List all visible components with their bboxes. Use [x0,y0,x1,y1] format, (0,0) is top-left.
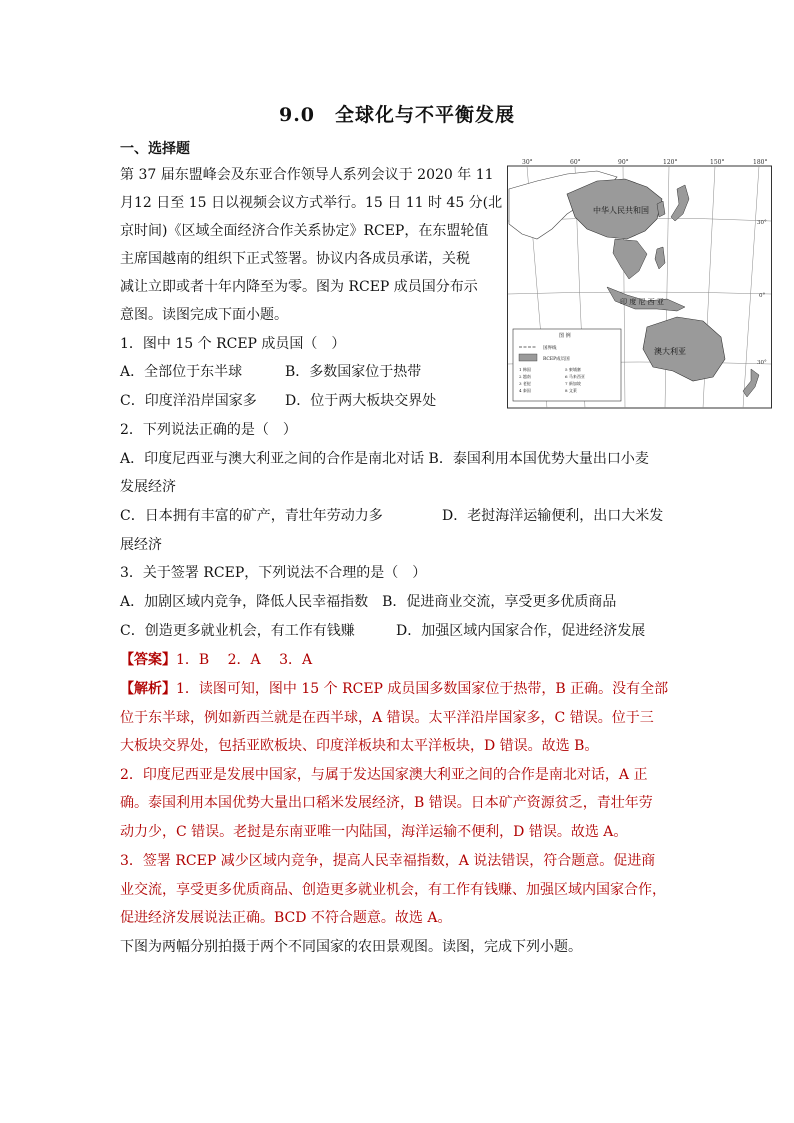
lat-label: 30° [757,360,767,366]
option-c: C．创造更多就业机会，有工作有钱赚 [120,623,355,639]
analysis-line: 2．印度尼西亚是发展中国家，与属于发达国家澳大利亚之间的合作是南北对话，A 正 [120,767,648,783]
option-d: D．位于两大板块交界处 [285,393,437,409]
question-2-options-cd [120,506,663,526]
legend-title: 图 例 [559,333,571,339]
intro-line: 第 37 届东盟峰会及东亚合作领导人系列会议于 2020 年 11 [120,167,494,183]
intro-line: 意图。读图完成下面小题。 [120,307,288,323]
question-2-options-cd-cont: 展经济 [120,537,162,553]
legend-member-text: RCEP成员国 [543,357,570,362]
intro-line: 月12 日至 15 日以视频会议方式举行。15 日 11 时 45 分(北 [120,195,503,211]
answer-line [120,650,312,670]
indonesia-label: 印 度 尼 西 亚 [620,298,664,306]
question-1-stem: 1．图中 15 个 RCEP 成员国（ ） [120,336,346,352]
question-1-options-cd [120,391,436,411]
analysis-line: 促进经济发展说法正确。BCD 不符合题意。故选 A。 [120,910,452,926]
answer-text: 1．B 2．A 3．A [176,652,313,668]
legend-member-swatch [519,354,537,361]
rcep-map [507,159,772,409]
legend-border-text: 国界线 [543,346,557,351]
analysis-line: 3．签署 RCEP 减少区域内竞争，提高人民幸福指数，A 说法错误，符合题意。促进商 [120,853,656,869]
option-c: C．印度洋沿岸国家多 [120,393,257,409]
analysis-line: 动力少，C 错误。老挝是东南亚唯一内陆国，海洋运输不便利，D 错误。故选 A。 [120,824,628,840]
analysis-line: 业交流，享受更多优质商品、创造更多就业机会，有工作有钱赚、加强区域内国家合作， [120,882,666,898]
lon-label: 120° [663,159,678,166]
question-1-options-ab [120,362,421,382]
legend-item: 2 越南 [519,374,531,379]
lon-label: 180° [753,159,768,166]
intro-line: 减让立即或者十年内降至为零。图为 RCEP 成员国分布示 [120,279,478,295]
legend-item: 1 韩国 [519,367,531,372]
question-3-options-cd [120,621,645,641]
legend-item: 5 柬埔寨 [565,367,581,372]
page-title: 9.0 全球化与不平衡发展 [278,104,516,126]
analysis-line: 大板块交界处，包括亚欧板块、印度洋板块和太平洋板块，D 错误。故选 B。 [120,738,599,754]
analysis-line: 位于东半球，例如新西兰就是在西半球，A 错误。太平洋沿岸国家多，C 错误。位于三 [120,710,654,726]
question-2-options-ab-cont: 发展经济 [120,479,176,495]
lon-label: 90° [618,159,629,166]
australia-label: 澳大利亚 [654,347,686,356]
intro-line: 主席国越南的组织下正式签署。协议内各成员承诺，关税 [120,251,470,267]
legend-item: 8 文莱 [565,388,577,393]
analysis-line: 【解析】1．读图可知，图中 15 个 RCEP 成员国多数国家位于热带，B 正确。没有全部 [120,681,669,697]
option-d: D．老挝海洋运输便利，出口大米发 [442,508,664,524]
legend-item: 6 马来西亚 [565,374,585,379]
legend-item: 4 泰国 [519,388,531,393]
lon-label: 30° [522,159,533,166]
next-question-intro: 下图为两幅分别拍摄于两个不同国家的农田景观图。读图，完成下列小题。 [120,939,582,955]
option-c: C．日本拥有丰富的矿产，青壮年劳动力多 [120,508,383,524]
lat-label: 0° [759,293,766,299]
section-heading: 一、选择题 [120,141,190,157]
question-3-stem: 3．关于签署 RCEP，下列说法不合理的是（ ） [120,565,427,581]
lat-label: 30° [757,220,767,226]
question-3-options-ab: A．加剧区域内竞争，降低人民幸福指数 B．促进商业交流，享受更多优质商品 [120,594,617,610]
answer-tag: 【答案】 [120,652,176,668]
lon-label: 150° [710,159,725,166]
lon-label: 60° [570,159,581,166]
analysis-line: 确。泰国利用本国优势大量出口稻米发展经济，B 错误。日本矿产资源贫乏，青壮年劳 [120,795,653,811]
question-2-stem: 2．下列说法正确的是（ ） [120,422,297,438]
legend-item: 3 老挝 [519,381,531,386]
china-label: 中华人民共和国 [593,206,649,215]
option-d: D．加强区域内国家合作，促进经济发展 [396,623,646,639]
option-b: B．多数国家位于热带 [285,364,422,380]
intro-line: 京时间)《区域全面经济合作关系协定》RCEP，在东盟轮值 [120,223,489,239]
option-a: A．全部位于东半球 [120,364,243,380]
legend-item: 7 新加坡 [565,381,581,386]
analysis-tag: 【解析】 [120,681,176,697]
question-2-options-ab: A．印度尼西亚与澳大利亚之间的合作是南北对话 B．泰国利用本国优势大量出口小麦 [120,451,649,467]
